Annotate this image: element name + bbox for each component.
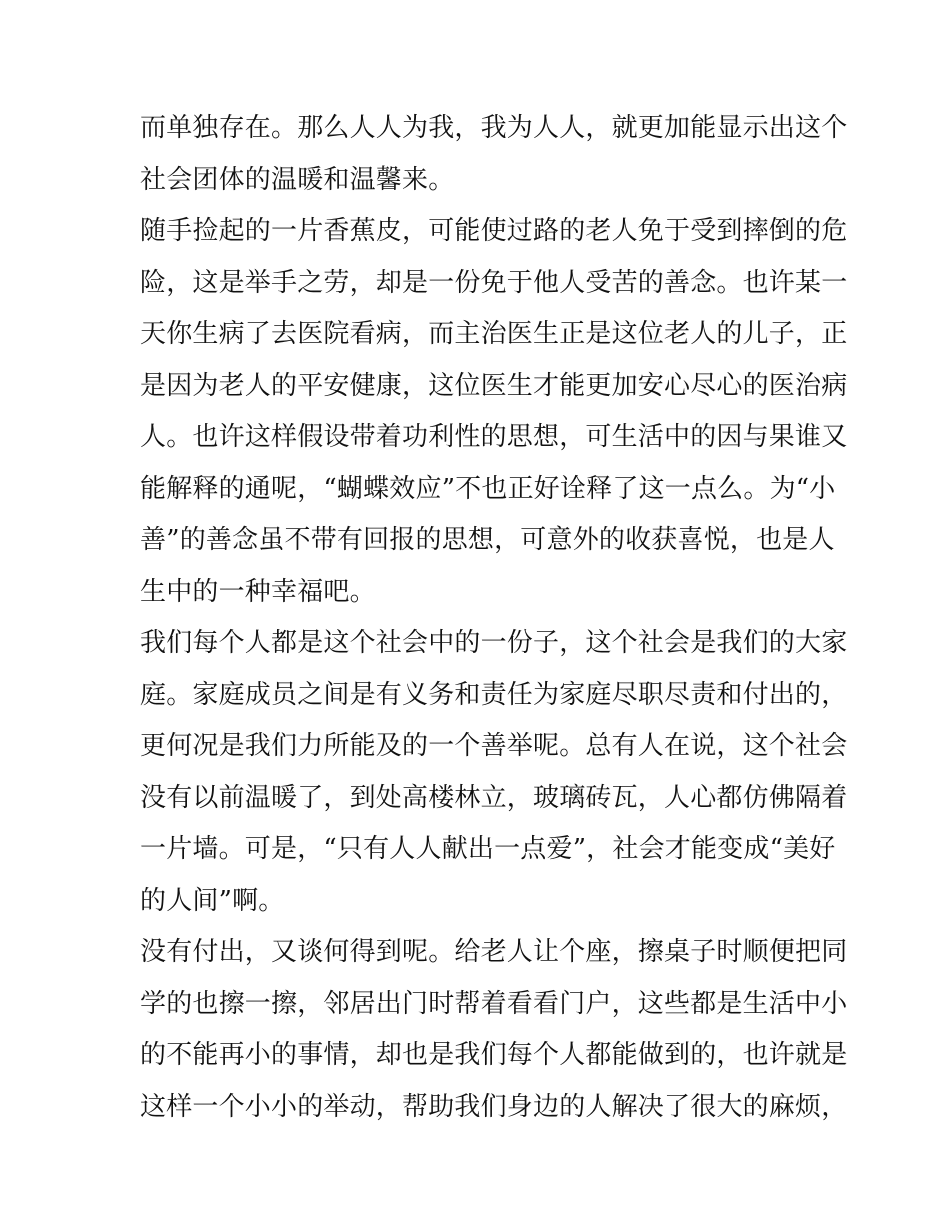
text-line: 的不能再小的事情，却也是我们每个人都能做到的，也许就是 [140, 1040, 848, 1070]
text-line: 我们每个人都是这个社会中的一份子，这个社会是我们的大家 [140, 628, 848, 658]
text-line: 是因为老人的平安健康，这位医生才能更加安心尽心的医治病 [140, 370, 848, 401]
text-line: 能解释的通呢，“蝴蝶效应”不也正好诠释了这一点么。为“小 [140, 473, 836, 504]
body-text [140, 103, 848, 1133]
text-line: 的人间”啊。 [140, 885, 285, 916]
text-line: 没有付出，又谈何得到呢。给老人让个座，擦桌子时顺便把同 [140, 937, 848, 967]
text-line: 社会团体的温暖和温馨来。 [140, 164, 455, 195]
text-line: 生中的一种幸福吧。 [140, 576, 376, 607]
text-line: 天你生病了去医院看病，而主治医生正是这位老人的儿子，正 [140, 319, 848, 349]
text-line: 没有以前温暖了，到处高楼林立，玻璃砖瓦，人心都仿佛隔着 [140, 782, 848, 813]
text-line: 这样一个小小的举动，帮助我们身边的人解决了很大的麻烦， [140, 1091, 848, 1122]
text-line: 更何况是我们力所能及的一个善举呢。总有人在说，这个社会 [140, 731, 848, 761]
text-line: 庭。家庭成员之间是有义务和责任为家庭尽职尽责和付出的， [140, 679, 848, 710]
text-line: 人。也许这样假设带着功利性的思想，可生活中的因与果谁又 [140, 422, 848, 452]
text-line: 学的也擦一擦，邻居出门时帮着看看门户，这些都是生活中小 [140, 988, 848, 1019]
text-line: 而单独存在。那么人人为我，我为人人，就更加能显示出这个 [140, 113, 848, 143]
text-line: 善”的善念虽不带有回报的思想，可意外的收获喜悦，也是人 [140, 525, 835, 555]
text-line: 随手捡起的一片香蕉皮，可能使过路的老人免于受到摔倒的危 [140, 216, 848, 246]
text-line: 一片墙。可是，“只有人人献出一点爱”，社会才能变成“美好 [140, 834, 836, 864]
text-line: 险，这是举手之劳，却是一份免于他人受苦的善念。也许某一 [140, 267, 848, 298]
